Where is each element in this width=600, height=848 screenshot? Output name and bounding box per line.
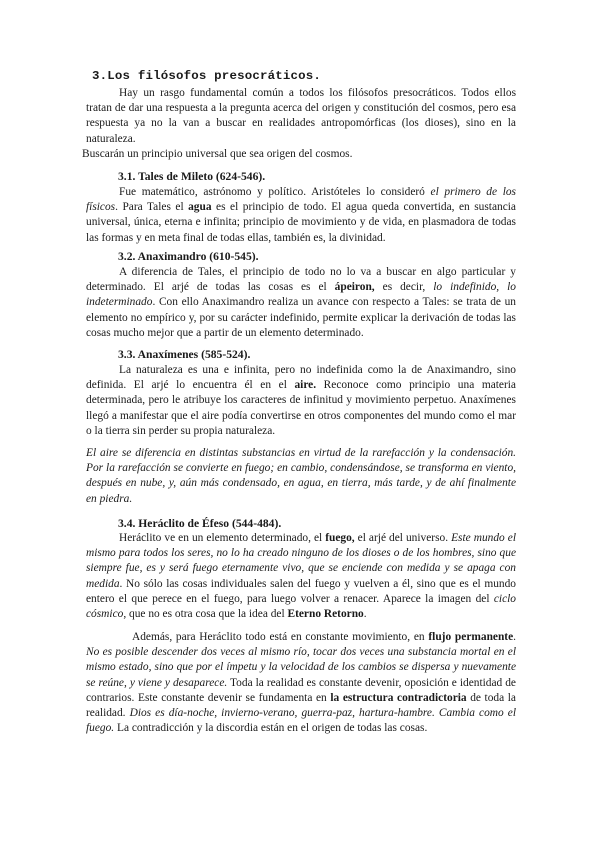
- text-run: Toda la realidad es constante devenir, oposición e identidad de contrarios. Este constante devenir se fundamenta en: [86, 676, 516, 704]
- tales-paragraph: [86, 185, 516, 246]
- bold-run: flujo permanente: [428, 631, 514, 643]
- text-run: es el principio de todo. El agua queda convertida, en sustancia universal, única, eterna e infinita; principio de movimiento y de vida, en plasmadora de todas las formas y en meta final de todas ellas, también es, la divinidad.: [86, 201, 516, 244]
- anaximenes-title: 3.3. Anaxímenes (585-524).: [118, 348, 251, 361]
- emphasis-run: Dios es día-noche, invierno-verano, guerra-paz, hartura-hambre. Cambia como el fuego.: [86, 707, 516, 735]
- text-run: el arjé del universo.: [354, 532, 452, 544]
- text-run: Reconoce como principio una materia determinada, pero le atribuye los caracteres de infinitud y movimiento perpetuo. Anaxímenes llegó a manifestar que el aire podía convertirse en otros componentes del mundo como el mar o la tierra sin perder su propia naturaleza.: [86, 379, 516, 437]
- emphasis-run: el primero de los físicos: [86, 186, 516, 214]
- heraclito-block-2: [86, 630, 516, 736]
- text-run: Heráclito ve en un elemento determinado, el: [119, 532, 326, 544]
- tales-title: 3.1. Tales de Mileto (624-546).: [118, 170, 266, 183]
- heraclito-paragraph-2: [86, 630, 516, 736]
- tales-block: [86, 185, 516, 246]
- bold-run: aire.: [294, 379, 317, 392]
- text-run: . No sólo las cosas individuales salen del fuego y vuelven a él, sino que es el mundo entero el que perece en el fuego, para luego volver a renacer. Aparece la imagen del: [86, 577, 516, 605]
- intro-paragraph: Hay un rasgo fundamental común a todos los filósofos presocráticos. Todos ellos tratan de dar una respuesta a la pregunta acerca del origen y constitución del cosmos, pero esa respuesta ya no la van a buscar en realidades antropomórficas (los dioses), sino en la naturaleza.: [86, 87, 516, 145]
- heraclito-block: [86, 531, 516, 622]
- heraclito-title: 3.4. Heráclito de Éfeso (544-484).: [118, 517, 282, 530]
- heraclito-paragraph-1: [86, 531, 516, 622]
- bold-run: ápeiron,: [334, 281, 375, 294]
- text-run: de toda la realidad.: [86, 691, 516, 720]
- section-heading: 3.Los filósofos presocráticos.: [92, 69, 322, 83]
- quote-text: El aire se diferencia en distintas substancias en virtud de la rarefacción y la condensación. Por la rarefacción se convierte en fuego; en cambio, condensándose, se transforma en viento, después en nube, y, aún más condensado, en agua, en tierra, más tarde, y de ahí finalmente en piedra.: [86, 447, 516, 505]
- anaximenes-quote: [86, 446, 516, 507]
- emphasis-run: ciclo cósmico: [86, 592, 516, 621]
- text-run: Además, para Heráclito todo está en constante movimiento, en: [132, 631, 429, 643]
- anaximandro-title: 3.2. Anaximandro (610-545).: [118, 250, 259, 263]
- text-run: Fue matemático, astrónomo y político. Aristóteles lo consideró: [119, 186, 431, 198]
- anaximandro-paragraph: [86, 265, 516, 341]
- anaximenes-paragraph: [86, 363, 516, 439]
- text-run: es decir,: [374, 281, 434, 294]
- bold-run: agua: [188, 201, 212, 214]
- text-run: .: [513, 631, 516, 643]
- anaximenes-block: [86, 363, 516, 439]
- emphasis-run: No es posible descender dos veces al mismo río, tocar dos veces una substancia mortal en el mismo estado, sino que por el ímpetu y la velocidad de los cambios se dispersa y nuevamente se reúne, y viene y desaparece.: [86, 646, 516, 689]
- emphasis-run: lo indefinido, lo indeterminado: [86, 281, 516, 309]
- anaximandro-block: [86, 265, 516, 341]
- bold-run: fuego,: [325, 532, 355, 544]
- text-run: La contradicción y la discordia están en el origen de todas las cosas.: [114, 722, 428, 735]
- intro-sentence: Buscarán un principio universal que sea origen del cosmos.: [82, 147, 353, 160]
- emphasis-run: Este mundo el mismo para todos los seres, no lo ha creado ninguno de los dioses o de los hombres, sino que siempre fue, es y será fuego eternamente vivo, que se enciende con medida y se apaga con medida: [86, 532, 516, 590]
- text-run: A diferencia de Tales, el principio de todo no lo va a buscar en algo particular y determinado. El arjé de todas las cosas es el: [86, 266, 516, 294]
- bold-run: la estructura contradictoria: [330, 691, 467, 704]
- text-run: . Con ello Anaximandro realiza un avance con respecto a Tales: se trata de un elemento no empírico y, por su carácter indefinido, permite explicar la derivación de todas las cosas mucho mejor que a partir de un elemento determinado.: [86, 296, 516, 339]
- text-run: , que no es otra cosa que la idea del: [123, 608, 288, 621]
- text-run: .: [363, 608, 367, 621]
- anaximenes-quote-block: [86, 446, 516, 507]
- intro-block: [82, 86, 516, 162]
- text-run: . Para Tales el: [115, 201, 189, 214]
- bold-run: Eterno Retorno: [287, 608, 364, 621]
- text-run: La naturaleza es una e infinita, pero no indefinida como la de Anaximandro, sino definida. El arjé lo encuentra él en el: [86, 364, 516, 392]
